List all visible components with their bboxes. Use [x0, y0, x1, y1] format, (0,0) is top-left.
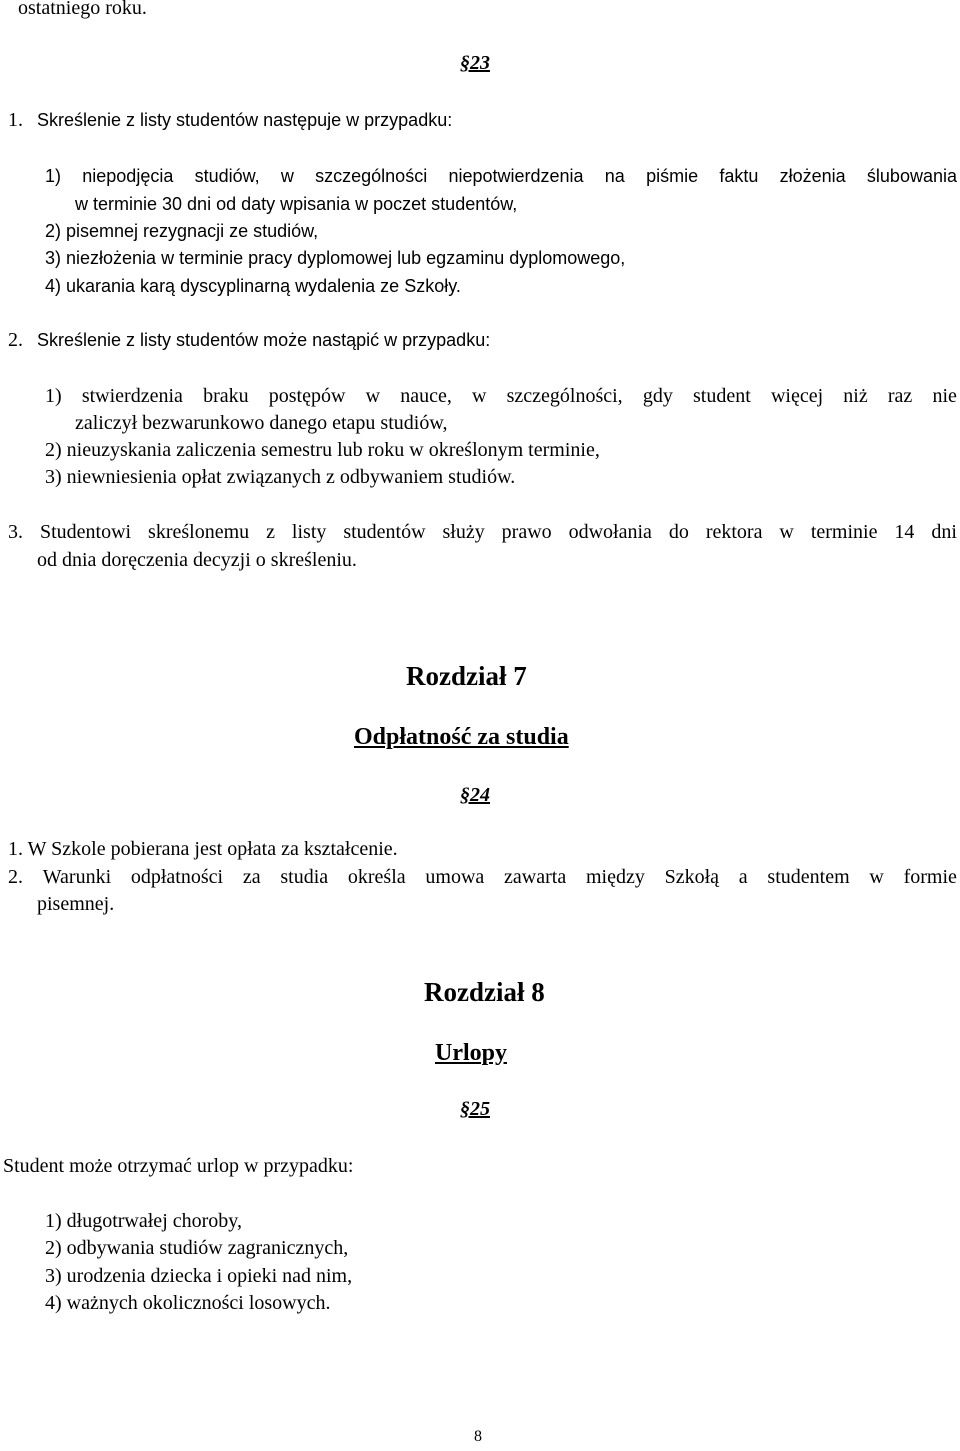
- chapter7-p2-line2: pisemnej.: [37, 893, 115, 915]
- sec23-p2-item1-line1: [45, 384, 957, 408]
- sec23-p1-item3: 3) niezłożenia w terminie pracy dyplomowej lub egzaminu dyplomowego,: [45, 248, 626, 268]
- word: szczególności,: [506, 385, 623, 407]
- sec23-p2-intro: Skreślenie z listy studentów może nastąpić w przypadku:: [37, 330, 491, 350]
- word: studentem: [767, 866, 850, 888]
- continuation-text: ostatniego roku.: [18, 0, 147, 19]
- word: odpłatności: [130, 866, 224, 888]
- page-number: 8: [474, 1428, 482, 1445]
- chapter-7-title: Rozdział 7: [406, 661, 527, 691]
- chapter-8-subtitle: Urlopy: [435, 1040, 507, 1066]
- word: w: [280, 166, 294, 186]
- word: niepodjęcia: [82, 166, 174, 186]
- word: Szkołą: [664, 866, 720, 888]
- word: gdy: [642, 385, 673, 407]
- section-24-mark: §24: [460, 784, 490, 806]
- chapter-8-title: Rozdział 8: [424, 977, 545, 1007]
- word: terminie: [810, 521, 878, 543]
- word: złożenia: [779, 166, 846, 186]
- word: Studentowi: [39, 521, 132, 543]
- chapter-7-subtitle: Odpłatność za studia: [354, 724, 569, 750]
- section-25-mark: §25: [460, 1098, 490, 1120]
- word: w: [869, 866, 884, 888]
- word: 3.: [8, 521, 23, 543]
- sec23-p2-num: 2.: [8, 329, 23, 351]
- section-23-mark: §23: [460, 52, 490, 74]
- word: niż: [843, 385, 868, 407]
- sec23-p2-item3: 3) niewniesienia opłat związanych z odbywaniem studiów.: [45, 466, 516, 488]
- word: stwierdzenia: [81, 385, 183, 407]
- word: listy: [291, 521, 327, 543]
- chapter8-item-1: 1) długotrwałej choroby,: [45, 1210, 242, 1232]
- sec23-p3-line2: od dnia doręczenia decyzji o skreśleniu.: [37, 549, 357, 571]
- word: za: [242, 866, 261, 888]
- word: zawarta: [504, 866, 567, 888]
- sec23-p3-line1: [8, 520, 957, 544]
- word: dni: [931, 521, 957, 543]
- word: piśmie: [646, 166, 699, 186]
- word: 14: [894, 521, 915, 543]
- word: szczególności: [315, 166, 428, 186]
- word: faktu: [719, 166, 759, 186]
- chapter7-p1: 1. W Szkole pobierana jest opłata za kształcenie.: [8, 838, 398, 860]
- word: postępów: [268, 385, 346, 407]
- word: raz: [887, 385, 913, 407]
- word: 2.: [8, 866, 23, 888]
- chapter8-item-3: 3) urodzenia dziecka i opieki nad nim,: [45, 1265, 353, 1287]
- sec23-p2-item1-line2: zaliczył bezwarunkowo danego etapu studiów,: [75, 412, 448, 434]
- word: na: [604, 166, 625, 186]
- word: braku: [203, 385, 249, 407]
- word: studia: [280, 866, 329, 888]
- sec23-p2-item2: 2) nieuzyskania zaliczenia semestru lub roku w określonym terminie,: [45, 439, 600, 461]
- word: nie: [932, 385, 957, 407]
- word: odwołania: [568, 521, 652, 543]
- chapter8-intro: Student może otrzymać urlop w przypadku:: [3, 1155, 354, 1177]
- word: studiów,: [194, 166, 260, 186]
- word: rektora: [705, 521, 763, 543]
- sec23-p1-item1-line1: [45, 164, 957, 188]
- chapter8-item-4: 4) ważnych okoliczności losowych.: [45, 1292, 331, 1314]
- chapter7-p2-line1: [8, 865, 957, 889]
- word: w: [472, 385, 487, 407]
- word: student: [693, 385, 751, 407]
- word: w: [779, 521, 794, 543]
- word: ślubowania: [866, 166, 957, 186]
- word: w: [365, 385, 381, 407]
- word: studentów: [343, 521, 426, 543]
- word: służy: [442, 521, 485, 543]
- word: nauce,: [400, 385, 452, 407]
- sec23-p1-item1-line2: w terminie 30 dni od daty wpisania w poczet studentów,: [75, 194, 518, 214]
- word: 1): [45, 385, 62, 407]
- word: między: [585, 866, 645, 888]
- sec23-p1-item4: 4) ukarania karą dyscyplinarną wydalenia ze Szkoły.: [45, 276, 461, 296]
- word: a: [738, 866, 748, 888]
- sec23-p1-num: 1.: [8, 109, 23, 131]
- word: 1): [45, 166, 62, 186]
- word: umowa: [425, 866, 485, 888]
- word: określa: [347, 866, 406, 888]
- word: niepotwierdzenia: [448, 166, 584, 186]
- word: formie: [903, 866, 957, 888]
- chapter8-item-2: 2) odbywania studiów zagranicznych,: [45, 1237, 349, 1259]
- word: więcej: [770, 385, 824, 407]
- sec23-p1-item2: 2) pisemnej rezygnacji ze studiów,: [45, 221, 319, 241]
- word: skreślonemu: [148, 521, 250, 543]
- sec23-p1-intro: Skreślenie z listy studentów następuje w przypadku:: [37, 110, 453, 130]
- word: do: [668, 521, 689, 543]
- word: z: [266, 521, 275, 543]
- word: prawo: [501, 521, 552, 543]
- word: Warunki: [42, 866, 112, 888]
